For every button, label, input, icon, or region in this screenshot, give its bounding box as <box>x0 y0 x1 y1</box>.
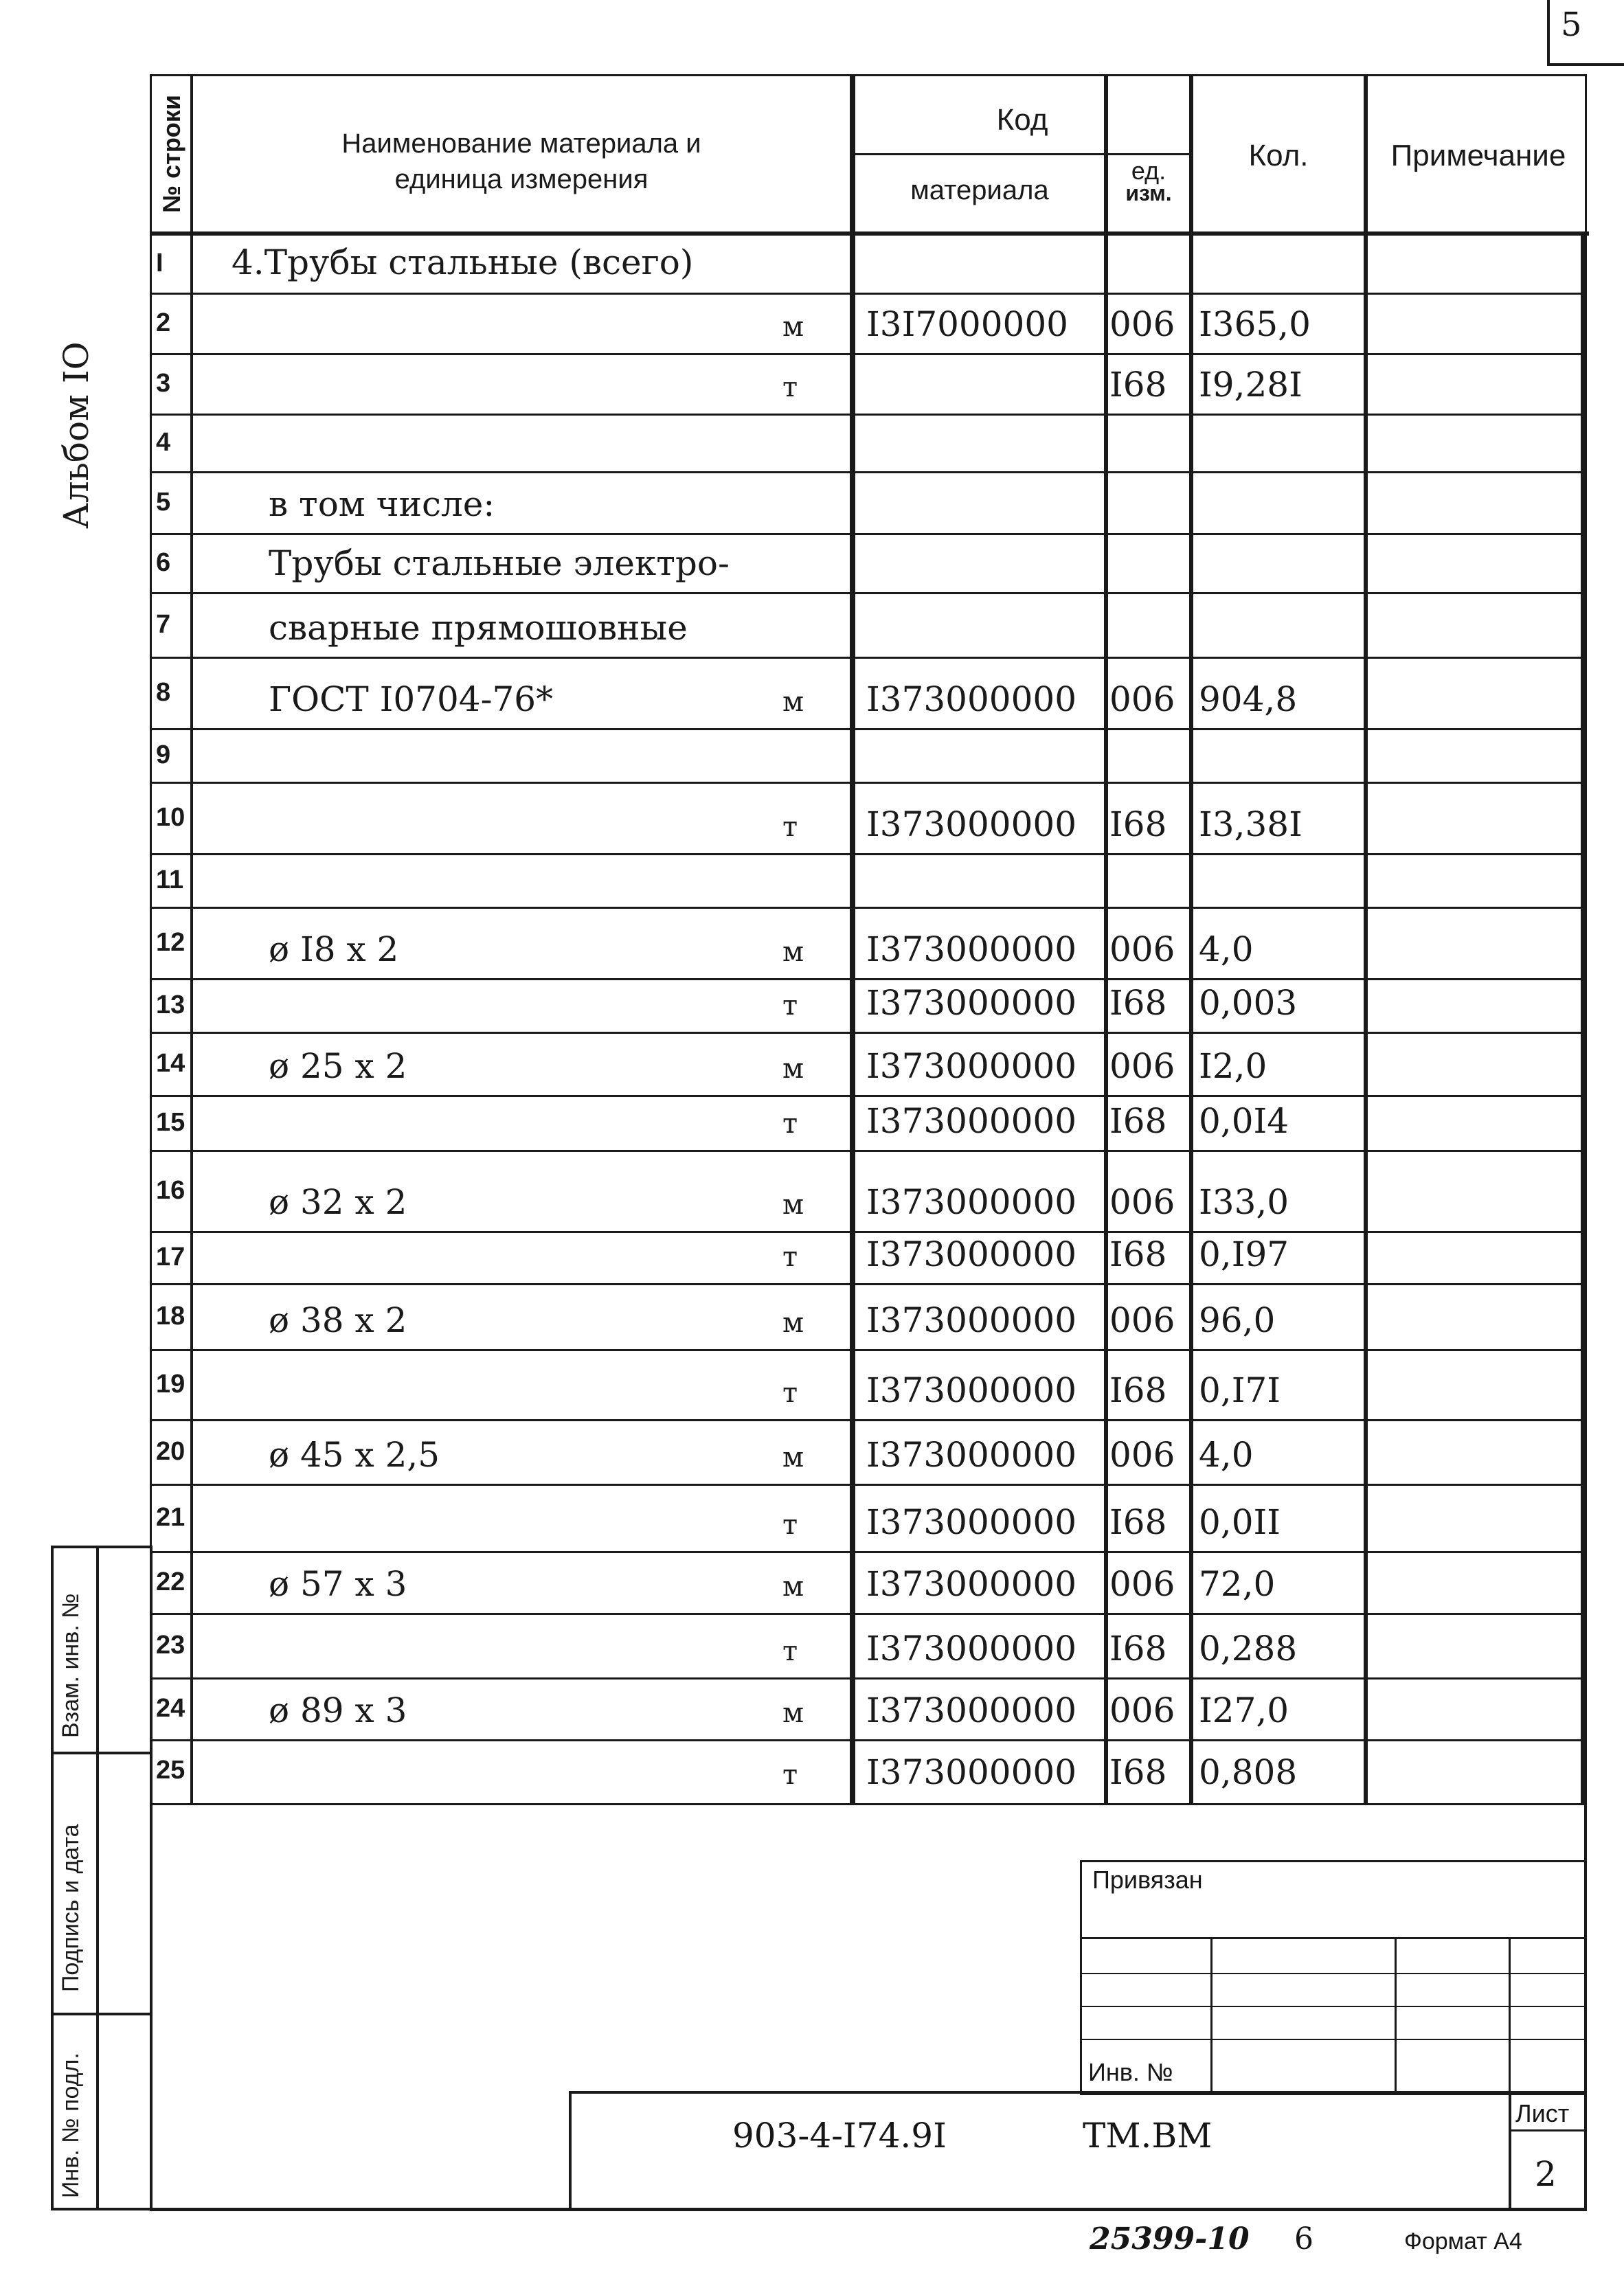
table-row <box>152 1741 1585 1803</box>
header-row-number <box>155 79 190 231</box>
table-row <box>152 1421 1585 1486</box>
row-code: I373000000 <box>866 1300 1077 1340</box>
sheet-label: Лист <box>1515 2099 1570 2127</box>
row-qty: 4,0 <box>1199 929 1254 969</box>
row-code: I373000000 <box>866 983 1077 1023</box>
row-number: 13 <box>156 991 185 1019</box>
row-code: I373000000 <box>866 1690 1077 1730</box>
table-row <box>152 1351 1585 1421</box>
row-unit: т <box>782 990 798 1021</box>
row-eu: I68 <box>1109 1370 1167 1410</box>
privyazan-label: Привязан <box>1092 1866 1203 1894</box>
table-row <box>152 1233 1585 1285</box>
row-unit: т <box>782 1636 798 1667</box>
row-unit: т <box>782 372 798 403</box>
row-qty: 0,I97 <box>1199 1234 1289 1274</box>
row-unit: м <box>782 311 804 343</box>
row-eu: 006 <box>1109 1046 1175 1086</box>
table-row <box>152 1615 1585 1680</box>
header-line <box>855 153 1104 155</box>
table-row <box>152 1486 1585 1553</box>
row-name: ø I8 x 2 <box>269 929 399 969</box>
title-block <box>569 2091 1587 2210</box>
row-eu: I68 <box>1109 804 1167 844</box>
order-number: 25399-10 <box>1090 2221 1250 2257</box>
header-qty: Кол. <box>1248 139 1309 172</box>
row-code: I3I7000000 <box>866 304 1068 344</box>
row-qty: 0,0I4 <box>1199 1101 1289 1141</box>
table-row <box>152 784 1585 855</box>
header-note: Примечание <box>1390 139 1566 172</box>
table-row <box>152 236 1585 295</box>
row-name: сварные прямошовные <box>269 608 688 648</box>
row-unit: т <box>782 1108 798 1140</box>
vzam-inv-label: Взам. инв. № <box>58 1593 84 1738</box>
row-number: 10 <box>156 803 185 832</box>
header-unit-1: ед. <box>1131 157 1166 185</box>
row-qty: 72,0 <box>1199 1564 1276 1604</box>
stamp-vline <box>1395 1937 1397 2095</box>
row-name: ø 38 x 2 <box>269 1300 407 1340</box>
row-qty: 0,I7I <box>1199 1370 1281 1410</box>
row-eu: 006 <box>1109 304 1175 344</box>
stamp-line <box>1080 1937 1587 1939</box>
row-number: 22 <box>156 1568 185 1596</box>
row-name: ГОСТ I0704-76* <box>269 679 554 719</box>
side-divider <box>51 2013 153 2015</box>
row-name: ø 57 x 3 <box>269 1564 407 1604</box>
row-qty: I365,0 <box>1199 304 1311 344</box>
row-number: 18 <box>156 1302 185 1331</box>
row-code: I373000000 <box>866 1370 1077 1410</box>
row-number: 24 <box>156 1694 185 1723</box>
row-name: ø 45 x 2,5 <box>269 1435 440 1475</box>
stamp-line <box>1080 1973 1587 1974</box>
row-eu: 006 <box>1109 1564 1175 1604</box>
table-row <box>152 1285 1585 1351</box>
row-eu: 006 <box>1109 679 1175 719</box>
sheet-number: 2 <box>1535 2154 1557 2194</box>
row-unit: м <box>782 1442 804 1473</box>
row-code: I373000000 <box>866 1564 1077 1604</box>
copy-number: 6 <box>1294 2221 1313 2257</box>
designation: 903-4-I74.9I <box>732 2116 947 2156</box>
row-eu: 006 <box>1109 1435 1175 1475</box>
row-code: I373000000 <box>866 1101 1077 1141</box>
podpis-label: Подпись и дата <box>58 1824 84 1992</box>
row-number: 14 <box>156 1049 185 1078</box>
row-number: 7 <box>156 610 171 639</box>
row-eu: 006 <box>1109 1300 1175 1340</box>
title-sheet-line <box>1509 2129 1587 2131</box>
header-code: Код <box>996 103 1048 137</box>
row-number: 25 <box>156 1756 185 1785</box>
stamp-line <box>1080 2006 1587 2007</box>
row-qty: 96,0 <box>1199 1300 1276 1340</box>
inv-podl-label: Инв. № подл. <box>58 2053 84 2198</box>
format-label: Формат А4 <box>1404 2228 1522 2254</box>
row-code: I373000000 <box>866 1046 1077 1086</box>
table-row <box>152 1097 1585 1152</box>
row-qty: I3,38I <box>1199 804 1302 844</box>
row-number: 6 <box>156 548 171 577</box>
row-code: I373000000 <box>866 1435 1077 1475</box>
header-material: материала <box>910 175 1049 205</box>
title-sheet-divider <box>1509 2091 1511 2210</box>
header-name-1: Наименование материала и <box>341 128 701 159</box>
row-code: I373000000 <box>866 1752 1077 1792</box>
row-unit: м <box>782 686 804 718</box>
row-qty: 0,0II <box>1199 1502 1281 1542</box>
row-number: 20 <box>156 1437 185 1466</box>
table-row <box>152 659 1585 730</box>
row-eu: I68 <box>1109 983 1167 1023</box>
row-qty: 4,0 <box>1199 1435 1254 1475</box>
table-row <box>152 473 1585 535</box>
table-row <box>152 1152 1585 1233</box>
row-unit: м <box>782 1307 804 1339</box>
page-number: 5 <box>1561 5 1582 44</box>
inv-no-label: Инв. № <box>1088 2058 1173 2086</box>
header-name-2: единица измерения <box>394 164 649 194</box>
row-qty: 0,808 <box>1199 1752 1298 1792</box>
frame-left <box>150 1805 153 2210</box>
table-row <box>152 355 1585 416</box>
row-number: I <box>156 249 163 278</box>
table-row <box>152 1553 1585 1615</box>
row-qty: 0,003 <box>1199 983 1298 1023</box>
stamp-vline <box>1509 1937 1511 2095</box>
row-number: 11 <box>156 866 184 894</box>
row-number: 23 <box>156 1631 185 1660</box>
table-row <box>152 855 1585 909</box>
row-code: I373000000 <box>866 1629 1077 1669</box>
row-name: ø 32 x 2 <box>269 1182 407 1222</box>
row-number: 2 <box>156 308 171 337</box>
row-eu: 006 <box>1109 1182 1175 1222</box>
row-code: I373000000 <box>866 929 1077 969</box>
table-row <box>152 980 1585 1034</box>
album-label: Альбом IO <box>56 341 96 529</box>
header-row-number-text: № строки <box>157 95 185 213</box>
row-number: 17 <box>156 1243 185 1271</box>
stamp-line <box>1080 2039 1587 2040</box>
row-unit: т <box>782 1759 798 1791</box>
table-row <box>152 1034 1585 1097</box>
row-code: I373000000 <box>866 804 1077 844</box>
row-eu: I68 <box>1109 365 1167 405</box>
row-number: 9 <box>156 740 171 769</box>
row-code: I373000000 <box>866 679 1077 719</box>
row-eu: I68 <box>1109 1752 1167 1792</box>
table-row <box>152 535 1585 594</box>
row-number: 12 <box>156 928 185 957</box>
header-unit-2: изм. <box>1125 181 1172 205</box>
row-qty: I2,0 <box>1199 1046 1267 1086</box>
mark: ТМ.ВМ <box>1083 2116 1213 2156</box>
stamp-vline <box>1210 1937 1213 2095</box>
row-unit: м <box>782 1697 804 1729</box>
row-qty: I27,0 <box>1199 1690 1289 1730</box>
side-divider <box>51 1752 153 1754</box>
row-name: Трубы стальные электро- <box>269 543 730 583</box>
row-qty: 0,288 <box>1199 1629 1298 1669</box>
row-eu: I68 <box>1109 1629 1167 1669</box>
header-line <box>1104 153 1189 155</box>
row-name: 4.Трубы стальные (всего) <box>232 242 694 282</box>
table-row <box>152 909 1585 980</box>
row-code: I373000000 <box>866 1182 1077 1222</box>
row-number: 5 <box>156 488 171 517</box>
row-unit: м <box>782 1571 804 1603</box>
row-unit: т <box>782 1241 798 1273</box>
row-number: 8 <box>156 678 171 707</box>
table-row <box>152 295 1585 355</box>
table-row <box>152 594 1585 659</box>
row-eu: 006 <box>1109 1690 1175 1730</box>
row-number: 15 <box>156 1108 185 1137</box>
row-name: ø 89 x 3 <box>269 1690 407 1730</box>
row-unit: м <box>782 936 804 968</box>
corner-mark-h <box>1547 63 1624 66</box>
corner-mark <box>1547 0 1550 66</box>
row-qty: I9,28I <box>1199 365 1302 405</box>
row-code: I373000000 <box>866 1502 1077 1542</box>
table-row <box>152 1680 1585 1741</box>
row-unit: м <box>782 1053 804 1085</box>
row-unit: м <box>782 1189 804 1221</box>
row-number: 4 <box>156 428 171 457</box>
row-number: 3 <box>156 369 171 398</box>
row-eu: I68 <box>1109 1101 1167 1141</box>
row-unit: т <box>782 1509 798 1541</box>
materials-table <box>150 74 1587 1805</box>
row-code: I373000000 <box>866 1234 1077 1274</box>
row-qty: I33,0 <box>1199 1182 1289 1222</box>
table-row <box>152 416 1585 473</box>
row-eu: I68 <box>1109 1502 1167 1542</box>
row-number: 19 <box>156 1370 185 1399</box>
row-eu: I68 <box>1109 1234 1167 1274</box>
row-qty: 904,8 <box>1199 679 1298 719</box>
row-name: в том числе: <box>269 484 495 524</box>
row-unit: т <box>782 1377 798 1409</box>
row-unit: т <box>782 811 798 843</box>
side-inner-line <box>96 1546 99 2210</box>
table-row <box>152 730 1585 784</box>
row-name: ø 25 x 2 <box>269 1046 407 1086</box>
row-number: 16 <box>156 1176 185 1205</box>
row-number: 21 <box>156 1503 185 1532</box>
row-eu: 006 <box>1109 929 1175 969</box>
